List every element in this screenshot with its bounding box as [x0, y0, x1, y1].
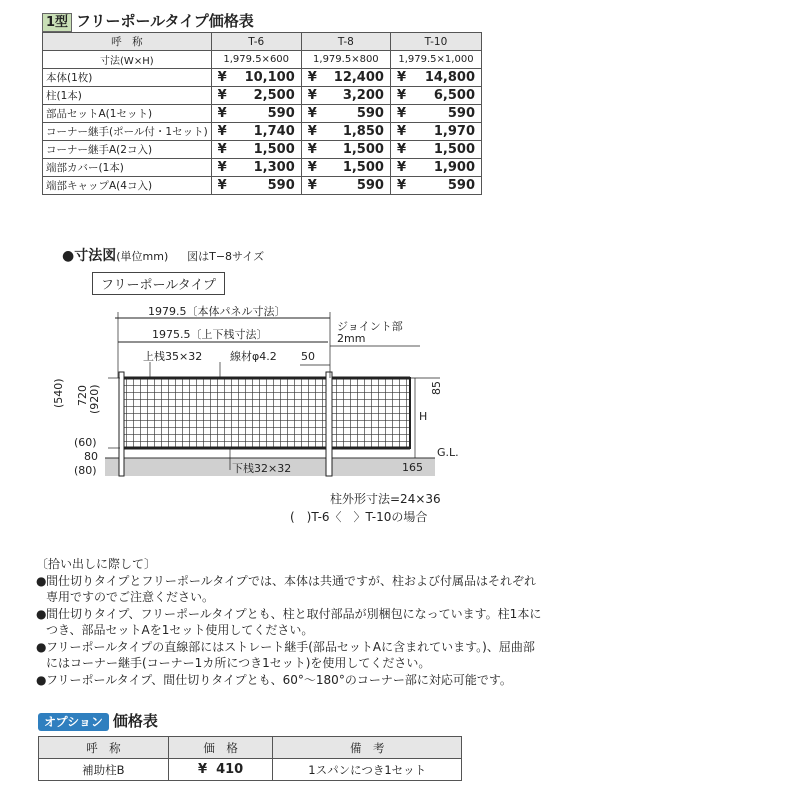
post-size: 柱外形寸法=24×36 — [330, 492, 441, 506]
row-label: 端部キャップA(4コ入) — [43, 177, 212, 195]
option-header-name: 呼 称 — [39, 737, 169, 759]
size-t10: 1,979.5×1,000 — [390, 51, 481, 69]
dimension-heading: ●寸法図(単位mm) 図はT−8サイズ — [62, 248, 265, 264]
case-note: ( )T-6〈 〉T-10の場合 — [290, 510, 428, 524]
type-badge: 1型 — [42, 13, 72, 32]
header-t6: T-6 — [211, 33, 301, 51]
price-cell: ¥ 6,500 — [390, 87, 481, 105]
dim-h: H — [419, 410, 428, 423]
price-cell: ¥ 590 — [390, 177, 481, 195]
unit-note: (単位mm) — [116, 250, 169, 263]
price-cell: ¥ 12,400 — [301, 69, 390, 87]
price-cell: ¥ 2,500 — [211, 87, 301, 105]
row-label: 端部カバー(1本) — [43, 159, 212, 177]
price-cell: ¥ 1,900 — [390, 159, 481, 177]
price-cell: ¥ 590 — [211, 177, 301, 195]
wire-label: 線材φ4.2 — [230, 350, 277, 363]
option-title: 価格表 — [112, 712, 158, 730]
row-label: 部品セットA(1セット) — [43, 105, 212, 123]
note-line: ●フリーポールタイプ、間仕切りタイプとも、60°〜180°のコーナー部に対応可能です。 — [36, 672, 512, 687]
option-section-title — [38, 710, 158, 731]
price-cell: ¥ 14,800 — [390, 69, 481, 87]
notes — [36, 556, 636, 688]
panel-dimension: 1979.5〔本体パネル寸法〕 — [148, 305, 286, 318]
size-t8: 1,979.5×800 — [301, 51, 390, 69]
fifty-label: 50 — [301, 350, 315, 363]
post-left — [119, 372, 124, 476]
note-line: ●間仕切りタイプとフリーポールタイプでは、本体は共通ですが、柱および付属品はそれぞれ — [36, 573, 536, 588]
type-box: フリーポールタイプ — [92, 272, 225, 295]
fence-panel — [120, 378, 410, 448]
price-table-title: フリーポールタイプ価格表 — [76, 12, 254, 30]
dim-60: (60) — [74, 436, 97, 449]
size-label: 寸法(W×H) — [43, 51, 212, 69]
option-name: 補助柱B — [39, 759, 169, 781]
note-line: にはコーナー継手(コーナー1カ所につき1セット)を使用してください。 — [46, 656, 431, 670]
price-cell: ¥ 590 — [390, 105, 481, 123]
dim-80: 80 — [84, 450, 98, 463]
option-header-remark: 備 考 — [273, 737, 462, 759]
bottom-rail-label: 下桟32×32 — [232, 462, 292, 475]
post-joint — [326, 372, 332, 476]
header-name: 呼 称 — [43, 33, 212, 51]
row-label: 本体(1枚) — [43, 69, 212, 87]
price-cell: ¥ 1,500 — [301, 159, 390, 177]
gl-label: G.L. — [437, 446, 459, 459]
joint-label: ジョイント部 — [337, 320, 403, 333]
row-label: コーナー継手(ポール付・1セット) — [43, 123, 212, 141]
size-note: 図はT−8サイズ — [187, 250, 265, 263]
price-cell: ¥ 3,200 — [301, 87, 390, 105]
note-line: ●フリーポールタイプの直線部にはストレート継手(部品セットAに含まれています。)、屈曲部 — [36, 639, 535, 654]
size-t6: 1,979.5×600 — [211, 51, 301, 69]
price-cell: ¥ 1,300 — [211, 159, 301, 177]
note-line: ●間仕切りタイプ、フリーポールタイプとも、柱と取付部品が別梱包になっています。柱1本に — [36, 606, 542, 621]
price-cell: ¥ 1,850 — [301, 123, 390, 141]
option-table — [38, 736, 462, 781]
price-cell: ¥ 1,500 — [390, 141, 481, 159]
dim-720: 720 — [76, 385, 89, 406]
notes-heading: 〔拾い出しに際して〕 — [36, 557, 157, 571]
price-cell: ¥ 10,100 — [211, 69, 301, 87]
option-table-header — [39, 737, 462, 759]
option-badge: オプション — [38, 713, 109, 731]
price-cell: ¥ 1,970 — [390, 123, 481, 141]
price-cell: ¥ 590 — [301, 177, 390, 195]
option-header-price: 価 格 — [168, 737, 273, 759]
row-label: 柱(1本) — [43, 87, 212, 105]
price-cell: ¥ 590 — [301, 105, 390, 123]
price-cell: ¥ 1,500 — [211, 141, 301, 159]
option-row — [39, 759, 462, 781]
header-t8: T-8 — [301, 33, 390, 51]
header-t10: T-10 — [390, 33, 481, 51]
dim-540: (540) — [52, 378, 65, 408]
price-cell: ¥ 1,740 — [211, 123, 301, 141]
note-line: つき、部品セットAを1セット使用してください。 — [46, 623, 314, 637]
price-cell: ¥ 590 — [211, 105, 301, 123]
dim-80b: (80) — [74, 464, 97, 477]
dim-85: 85 — [430, 381, 443, 395]
note-line: 専用ですのでご注意ください。 — [46, 590, 215, 604]
top-rail-label: 上桟35×32 — [143, 350, 203, 363]
rail-dimension: 1975.5〔上下桟寸法〕 — [152, 328, 268, 341]
option-price: ¥ 410 — [168, 759, 273, 781]
joint-gap: 2mm — [337, 332, 366, 345]
row-label: コーナー継手A(2コ入) — [43, 141, 212, 159]
price-cell: ¥ 1,500 — [301, 141, 390, 159]
option-remark: 1スパンにつき1セット — [273, 759, 462, 781]
dim-165: 165 — [402, 461, 423, 474]
dim-920: (920) — [88, 384, 101, 414]
